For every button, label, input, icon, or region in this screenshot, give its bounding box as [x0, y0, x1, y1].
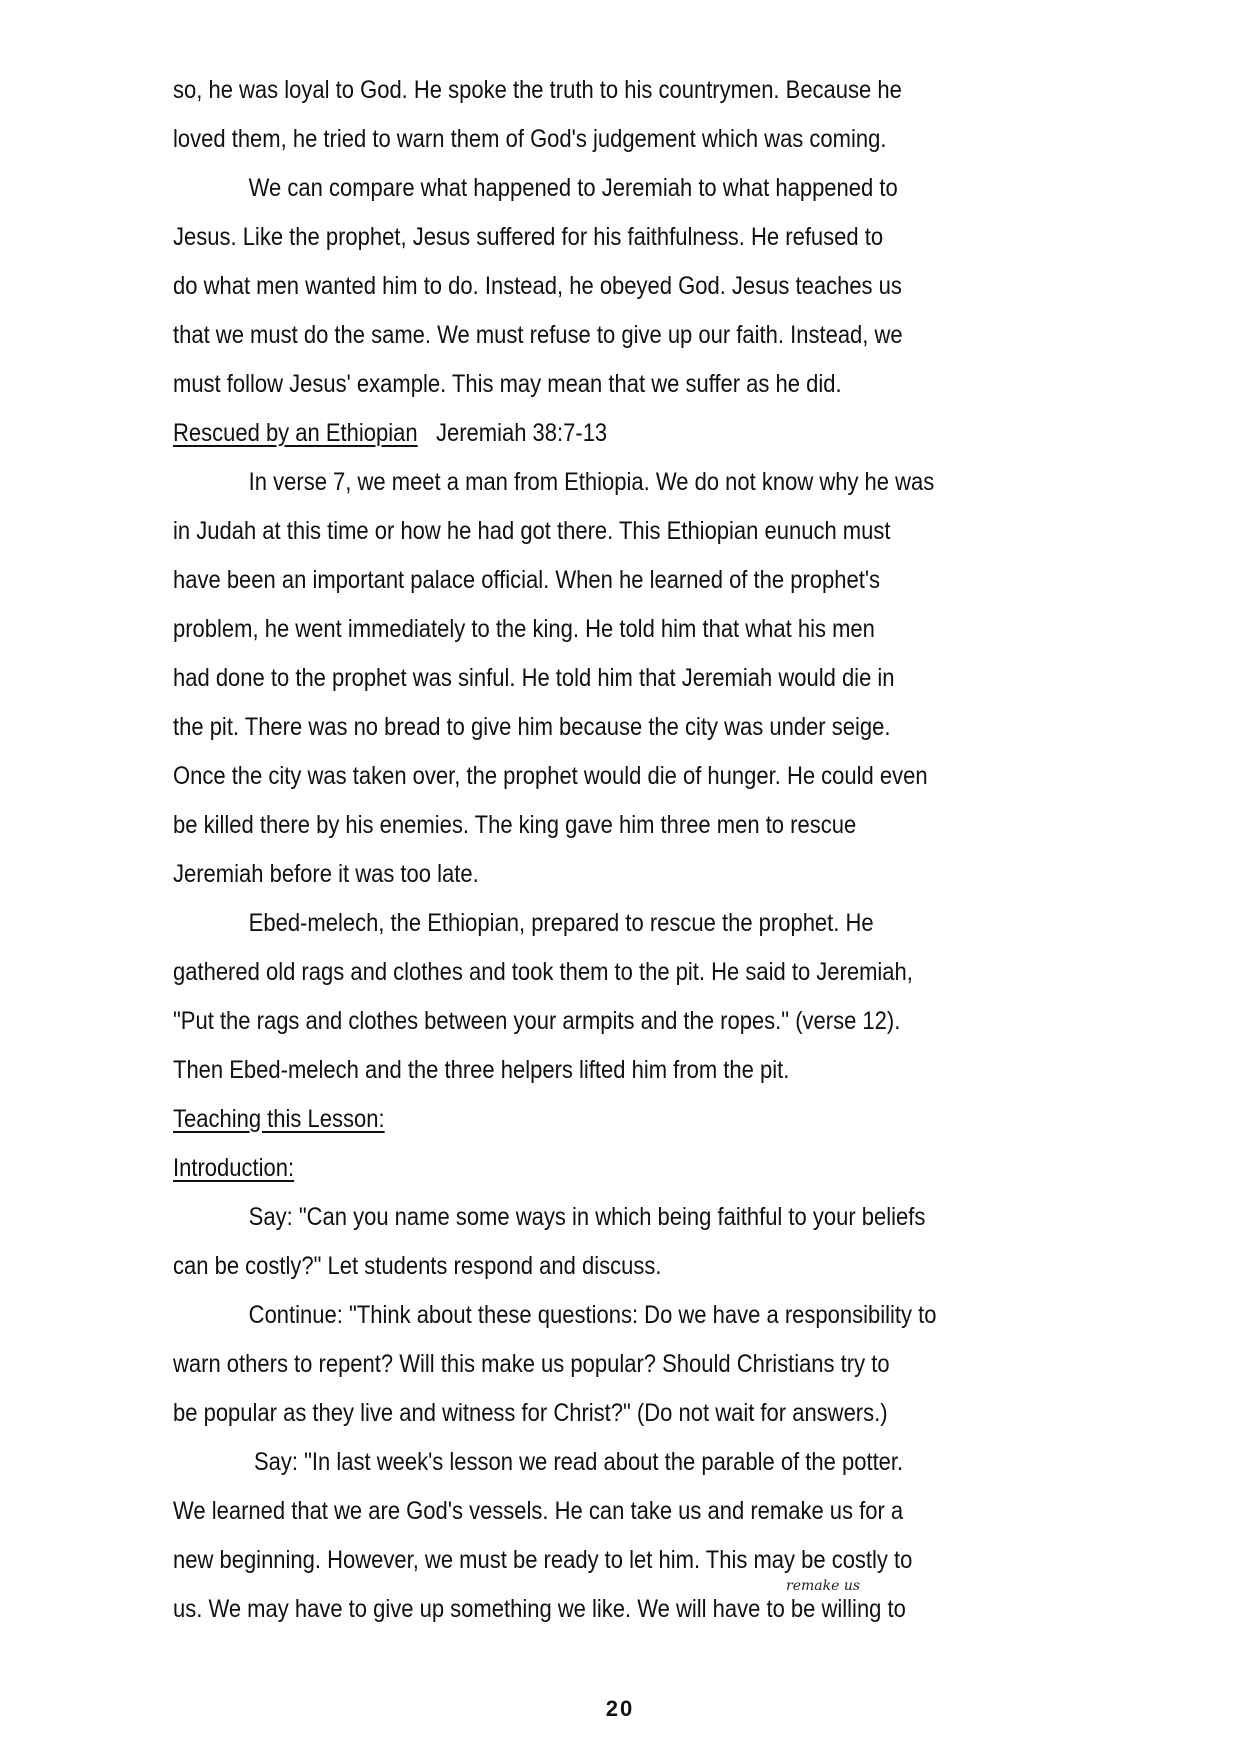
text-line-content: gathered old rags and clothes and took them to the pit. He said to Jeremiah, [173, 958, 913, 986]
text-line [173, 654, 1018, 703]
subheading-introduction [173, 1144, 1018, 1193]
text-line-content: have been an important palace official. When he learned of the prophet's [173, 566, 881, 594]
text-line-content: must follow Jesus' example. This may mean that we suffer as he did. [173, 370, 842, 398]
text-line-content: had done to the prophet was sinful. He told him that Jeremiah would die in [173, 664, 895, 692]
text-line [173, 1438, 1018, 1487]
text-line-content: loved them, he tried to warn them of God's judgement which was coming. [173, 125, 887, 153]
text-line-content: warn others to repent? Will this make us popular? Should Christians try to [173, 1350, 890, 1378]
text-line [173, 1291, 1018, 1340]
text-line [173, 164, 1018, 213]
section-heading [173, 409, 1018, 458]
text-line [173, 262, 1018, 311]
text-line-content: We can compare what happened to Jeremiah to what happened to [248, 174, 898, 202]
text-line [173, 752, 1018, 801]
text-line-content: problem, he went immediately to the king. He told him that what his men [173, 615, 875, 643]
text-line-content: so, he was loyal to God. He spoke the truth to his countrymen. Because he [173, 76, 902, 104]
text-line [173, 1389, 1018, 1438]
text-line-content: Say: "In last week's lesson we read about the parable of the potter. [253, 1448, 904, 1476]
text-line-content: Then Ebed-melech and the three helpers lifted him from the pit. [173, 1056, 790, 1084]
text-line-content: new beginning. However, we must be ready to let him. This may be costly to [173, 1546, 913, 1574]
text-line [173, 360, 1018, 409]
text-line-content: In verse 7, we meet a man from Ethiopia. We do not know why he was [248, 468, 935, 496]
text-line [173, 997, 1018, 1046]
page-number: 20 [605, 1696, 635, 1721]
text-line-content: "Put the rags and clothes between your armpits and the ropes." (verse 12). [173, 1007, 901, 1035]
text-line-content: the pit. There was no bread to give him because the city was under seige. [173, 713, 891, 741]
section-heading-title: Rescued by an Ethiopian [173, 419, 418, 447]
text-line [173, 899, 1018, 948]
text-line-content: Say: "Can you name some ways in which being faithful to your beliefs [248, 1203, 926, 1231]
text-line-content: do what men wanted him to do. Instead, he obeyed God. Jesus teaches us [173, 272, 902, 300]
text-line [173, 556, 1018, 605]
text-line-content: be popular as they live and witness for Christ?" (Do not wait for answers.) [173, 1399, 888, 1427]
text-line-content: be killed there by his enemies. The king gave him three men to rescue [173, 811, 857, 839]
text-line [173, 605, 1018, 654]
text-line-content: Continue: "Think about these questions: Do we have a responsibility to [248, 1301, 937, 1329]
handwritten-annotation: remake us [786, 1578, 861, 1594]
text-line [173, 1340, 1018, 1389]
text-line [173, 507, 1018, 556]
section-heading-teaching-text: Teaching this Lesson: [173, 1105, 385, 1133]
body-text [173, 66, 1133, 1634]
text-line [173, 1487, 1018, 1536]
text-line-content: us. We may have to give up something we like. We will have to be willing to [173, 1595, 906, 1623]
scripture-reference: Jeremiah 38:7-13 [435, 419, 608, 447]
text-line [173, 66, 1018, 115]
text-line-content: Jeremiah before it was too late. [173, 860, 479, 888]
text-line-content: Once the city was taken over, the prophet would die of hunger. He could even [173, 762, 928, 790]
text-line [173, 1242, 1018, 1291]
text-line [173, 850, 1018, 899]
text-line-content: that we must do the same. We must refuse to give up our faith. Instead, we [173, 321, 903, 349]
text-line [173, 311, 1018, 360]
section-heading-teaching [173, 1095, 1018, 1144]
subheading-introduction-text: Introduction: [173, 1154, 295, 1182]
text-line [173, 801, 1018, 850]
text-line [173, 1585, 1018, 1634]
text-line [173, 115, 1018, 164]
text-line-content: We learned that we are God's vessels. He can take us and remake us for a [173, 1497, 904, 1525]
text-line [173, 1536, 1018, 1585]
text-line [173, 1046, 1018, 1095]
text-line [173, 458, 1018, 507]
text-line-content: Ebed-melech, the Ethiopian, prepared to rescue the prophet. He [248, 909, 874, 937]
text-line [173, 948, 1018, 997]
text-line [173, 1193, 1018, 1242]
text-line-content: can be costly?" Let students respond and discuss. [173, 1252, 662, 1280]
text-line [173, 703, 1018, 752]
text-line-content: Jesus. Like the prophet, Jesus suffered for his faithfulness. He refused to [173, 223, 884, 251]
text-line [173, 213, 1018, 262]
text-line-content: in Judah at this time or how he had got there. This Ethiopian eunuch must [173, 517, 891, 545]
